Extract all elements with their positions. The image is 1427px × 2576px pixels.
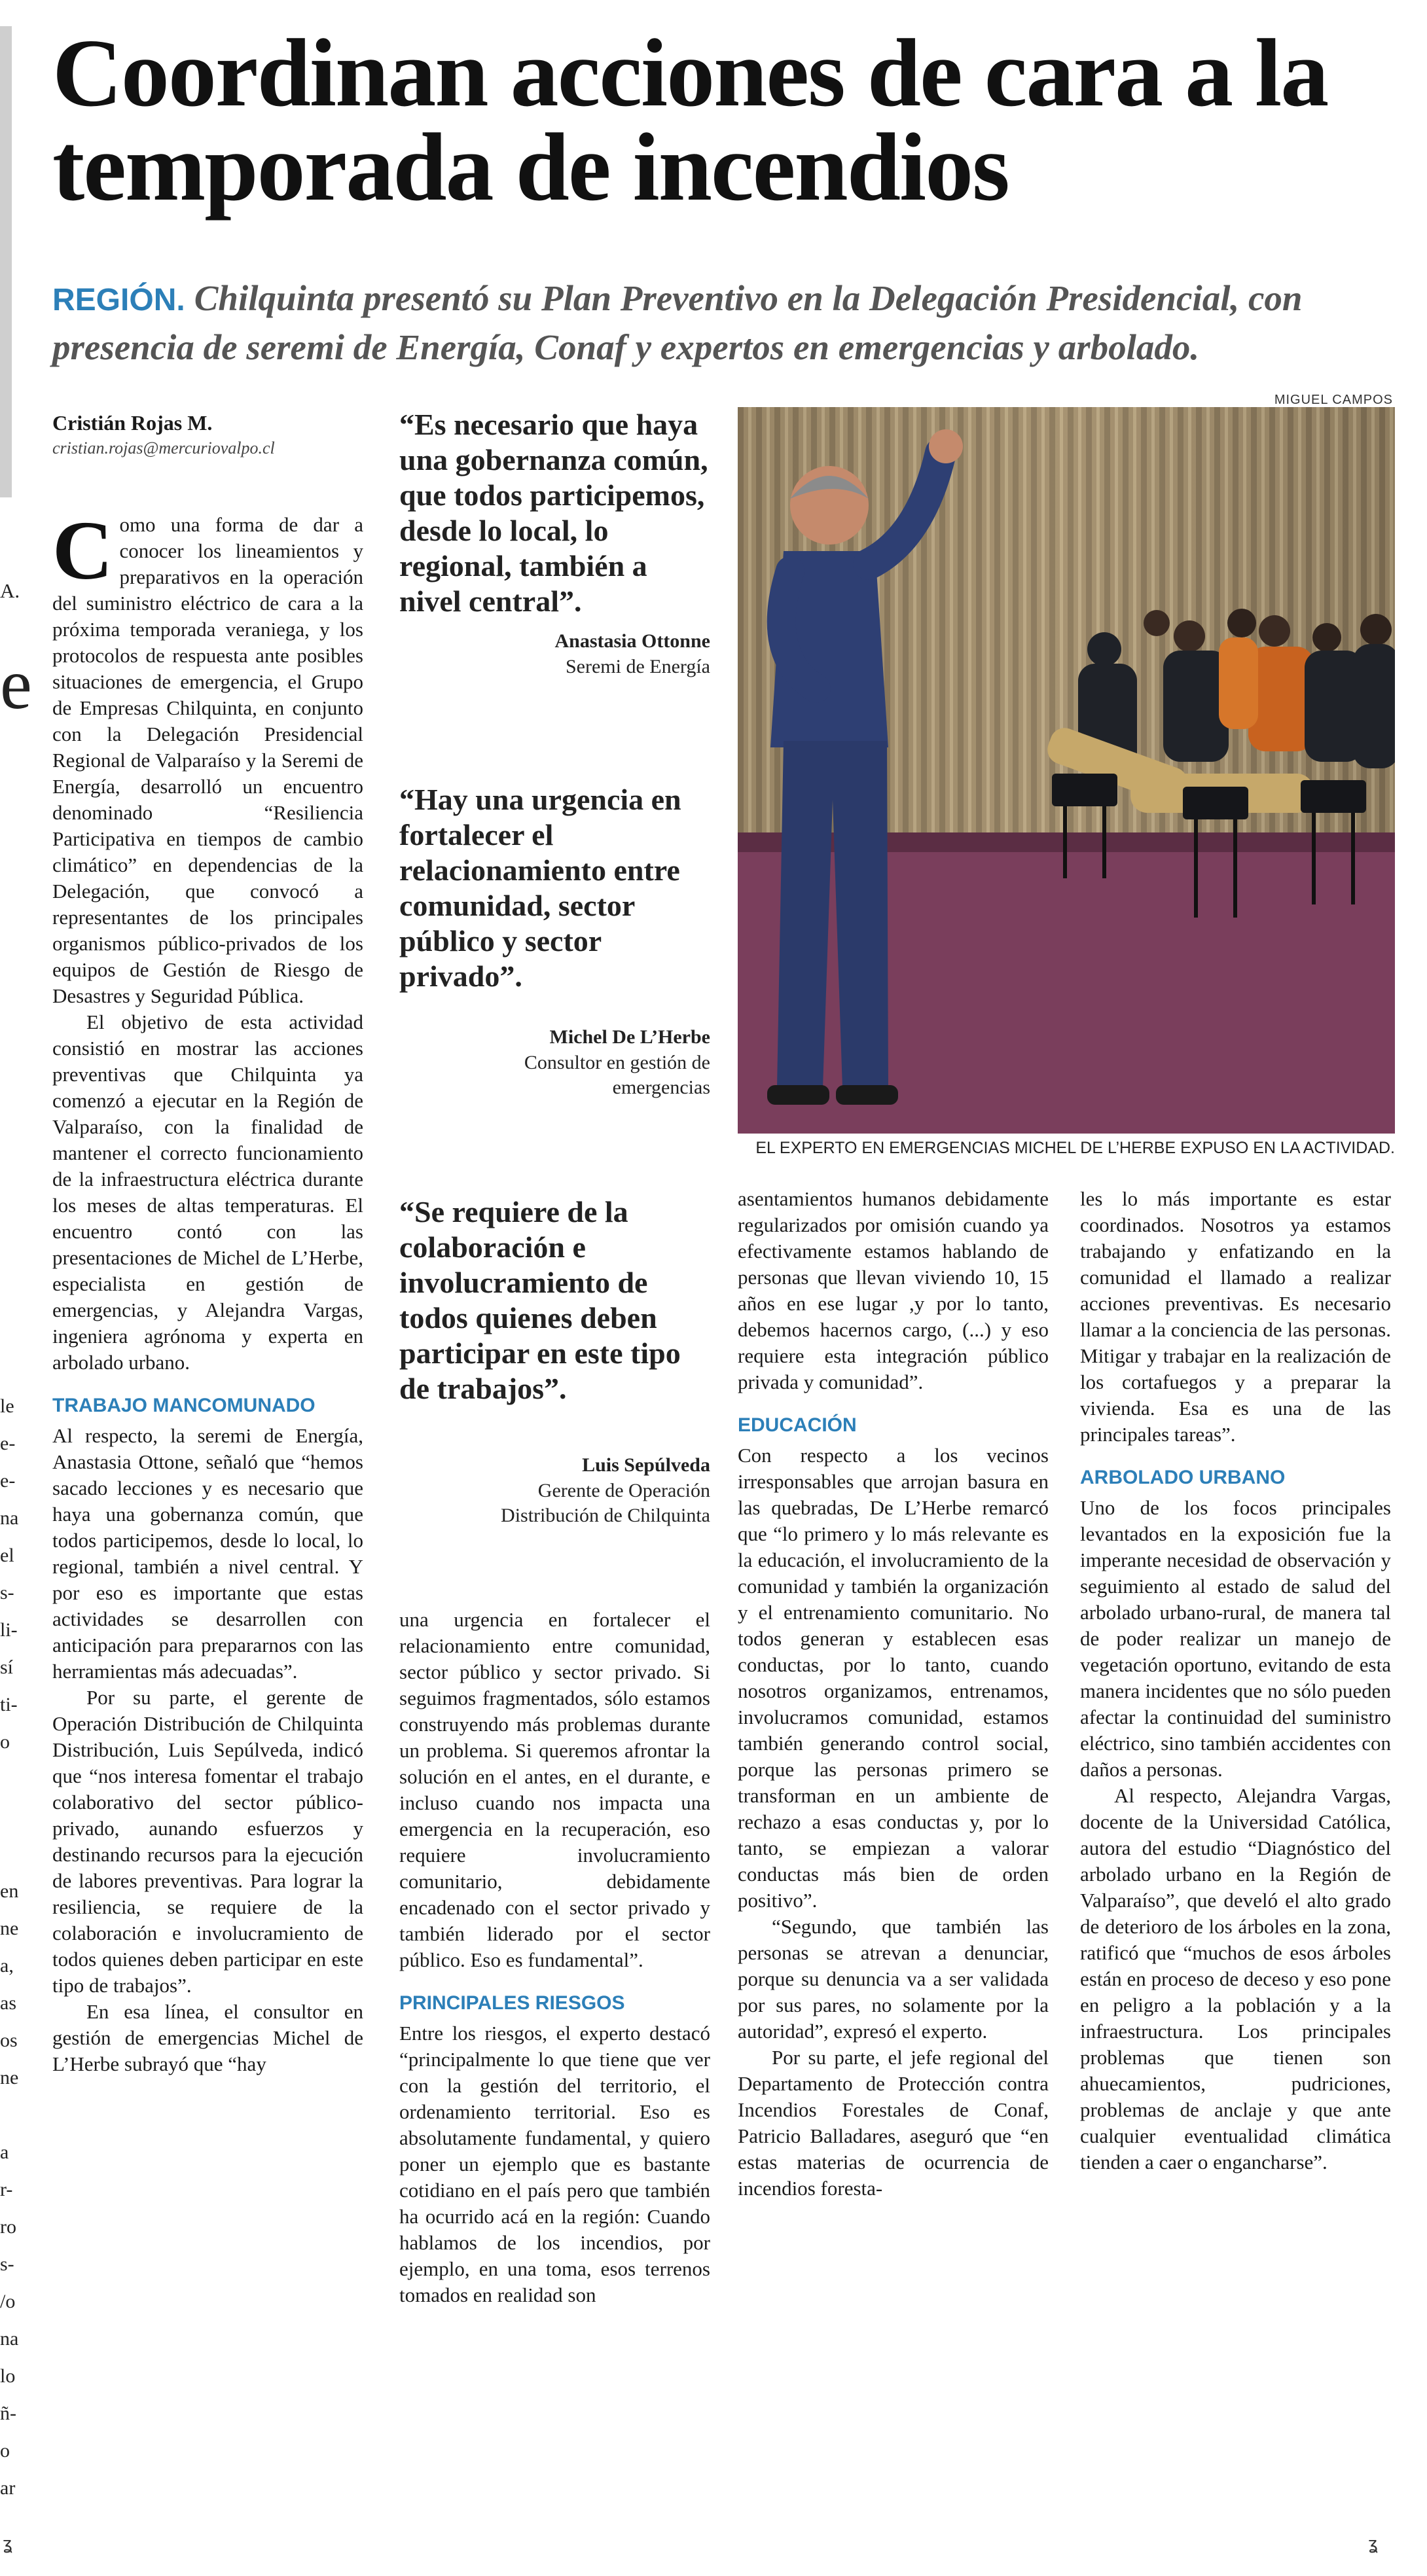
adjacent-fragment-line: ne xyxy=(0,1918,19,1939)
adjacent-fragment-line: s- xyxy=(0,2253,14,2275)
pull-quote-name: Michel De L’Herbe xyxy=(549,1026,710,1048)
paragraph: omo una forma de dar a conocer los lineamientos y preparativos en la operación del suministro eléctrico de cara a la próxima temporada veraniega, y los protocolos de respuesta ante posibles situaciones de emergencia, el Grupo de Empresas Chilquinta, en conjunto con la Delegación Presidencial Regional de Valparaíso y la Seremi de Energía, desarrolló un encuentro denominado “Resiliencia Participativa en tiempos de cambio climático” en dependencias de la Delegación, que convocó a representantes de los principales organismos público-privados de los equipos de Gestión de Riesgo de Desastres y Seguridad Pública. xyxy=(52,513,363,1007)
paragraph: Con respecto a los vecinos irresponsables que arrojan basura en las quebradas, De L’Herbe remarcó que “lo primero y lo más relevante es la educación, el involucramiento de la comunidad y también la organización y el entrenamiento comunitario. No todos generan y establecen esas conductas, por lo tanto, cuando nosotros organizamos, entrenamos, involucramos comunidad, estamos también generando control social, porque las personas primero se transforman en un ambiente de rechazo a esas conductas y, por lo tanto, se empiezan a valorar conductas más bien de orden positivo”. xyxy=(738,1444,1049,1912)
photo-credit: MIGUEL CAMPOS xyxy=(1274,393,1393,407)
adjacent-fragment-line: li- xyxy=(0,1619,18,1641)
adjacent-fragment-line: ñ- xyxy=(0,2403,16,2424)
pull-quote-role: Gerente de Operación Distribución de Chilquinta xyxy=(501,1480,710,1526)
pull-quote-1 xyxy=(399,407,710,679)
subheading-trabajo-mancomunado: TRABAJO MANCOMUNADO xyxy=(52,1395,316,1416)
paragraph: Uno de los focos principales levantados en la exposición fue la imperante necesidad de observación y seguimiento al estado de salud del arbolado urbano-rural, de manera tal de poder realizar un manejo de vegetación oportuno, evitando de esta manera incidentes que no sólo pueden afectar la continuidad del suministro eléctrico, sino también accidentes con daños a personas. xyxy=(1080,1496,1391,1781)
adjacent-fragment-line: ti- xyxy=(0,1694,18,1715)
adjacent-fragment-line: sí xyxy=(0,1656,14,1678)
article-column-2 xyxy=(399,1607,710,2308)
subheading-principales-riesgos: PRINCIPALES RIESGOS xyxy=(399,1992,625,2014)
pull-quote-text: “Se requiere de la colaboración e involucramiento de todos quienes deben participar en este tipo de trabajos”. xyxy=(399,1195,681,1405)
byline-email: cristian.rojas@mercuriovalpo.cl xyxy=(52,438,275,457)
photo-illustration xyxy=(738,407,1395,1134)
headline: Coordinan acciones de cara a la temporada de incendios xyxy=(52,20,1328,221)
adjacent-fragment-line: ar xyxy=(0,2477,16,2499)
adjacent-fragment-line: na xyxy=(0,2328,19,2350)
paragraph: El objetivo de esta actividad consistió en mostrar las acciones preventivas que Chilquinta ya comenzó a ejecutar en la Región de Valparaíso, con la finalidad de mantener el correcto funcionamiento de la infraestructura eléctrica durante los meses de altas temperaturas. El encuentro contó con las presentaciones de Michel de L’Herbe, especialista en gestión de emergencias, y Alejandra Vargas, ingeniera agrónoma y experta en arbolado urbano. xyxy=(52,1011,363,1374)
photo-caption: EL EXPERTO EN EMERGENCIAS MICHEL DE L’HERBE EXPUSO EN LA ACTIVIDAD. xyxy=(755,1139,1395,1157)
adjacent-fragment-line xyxy=(0,2096,20,2134)
paragraph: Por su parte, el jefe regional del Departamento de Protección contra Incendios Forestales de Conaf, Patricio Balladares, aseguró que “en estas materias de ocurrencia de incendios foresta- xyxy=(738,2046,1049,2200)
pull-quote-role: Seremi de Energía xyxy=(565,656,710,677)
adjacent-fragment-line: ne xyxy=(0,2067,19,2088)
adjacent-fragment-line: e- xyxy=(0,1470,16,1492)
byline-author: Cristián Rojas M. xyxy=(52,411,213,435)
adjacent-fragment-line: /o xyxy=(0,2291,16,2312)
adjacent-fragment-line: a xyxy=(0,2141,9,2163)
adjacent-fragment-line: en xyxy=(0,1880,19,1902)
adjacent-article-fragments xyxy=(0,1387,20,2507)
adjacent-fragment-line: el xyxy=(0,1545,14,1566)
adjacent-fragment-line: r- xyxy=(0,2179,13,2200)
paragraph: asentamientos humanos debidamente regularizados por omisión cuando ya efectivamente estamos hablando de personas que llevan viviendo 10, 15 años en ese lugar ,y por lo tanto, debemos hacernos cargo, (...) y eso requiere esta integración público privada y comunidad”. xyxy=(738,1187,1049,1393)
adjacent-fragment-line: na xyxy=(0,1507,19,1529)
adjacent-photo-edge xyxy=(0,26,12,497)
pull-quote-name: Luis Sepúlveda xyxy=(582,1454,710,1476)
paragraph: Al respecto, Alejandra Vargas, docente de la Universidad Católica, autora del estudio “Diagnóstico del arbolado urbano en la Región de Valparaíso”, que develó el alto grado de deterioro de los árboles en la zona, ratificó que “muchos de esos árboles están en proceso de deceso y eso pone en peligro a la población y a la infraestructura. Los principales problemas que tienen son ahuecamientos, pudriciones, problemas de anclaje y que ante cualquier eventualidad climática tienden a caer o engancharse”. xyxy=(1080,1784,1391,2174)
article-column-3 xyxy=(738,1186,1049,2202)
adjacent-fragment-line: ro xyxy=(0,2216,16,2238)
paragraph: les lo más importante es estar coordinados. Nosotros ya estamos trabajando y enfatizando en la comunidad el llamado a realizar acciones preventivas. Es necesario llamar a la conciencia de las personas. Mitigar y trabajar en la realización de los cortafuegos y a preparar la vivienda. Esa es una de las principales tareas”. xyxy=(1080,1187,1391,1446)
adjacent-fragment-line: e- xyxy=(0,1433,16,1454)
pull-quote-2 xyxy=(399,782,710,1100)
paragraph: Al respecto, la seremi de Energía, Anastasia Ottone, señaló que “hemos sacado lecciones y es necesario que haya una gobernanza común, que todos participemos, desde lo local, lo regional, también a nivel central. Y por eso es importante que estas actividades se desarrollen con anticipación para prepararnos con las herramientas más adecuadas”. xyxy=(52,1424,363,1683)
deck xyxy=(52,275,1394,371)
pull-quote-name: Anastasia Ottonne xyxy=(554,630,710,652)
adjacent-fragment-line: o xyxy=(0,1731,10,1753)
paragraph: En esa línea, el consultor en gestión de emergencias Michel de L’Herbe subrayó que “hay xyxy=(52,2000,363,2075)
byline xyxy=(52,409,393,460)
paragraph: Entre los riesgos, el experto destacó “principalmente lo que tiene que ver con la gestión del territorio, el ordenamiento territorial. Eso es absolutamente fundamental, y quiero poner un ejemplo que es bastante cotidiano en el país pero que también ha ocurrido acá en la región: Cuando hablamos de los incendios, por ejemplo, en una toma, esos terrenos tomados en realidad son xyxy=(399,2022,710,2306)
adjacent-fragment-top: A. xyxy=(0,579,20,602)
pull-quote-text: “Hay una urgencia en fortalecer el relacionamiento entre comunidad, sector público y sector privado”. xyxy=(399,783,681,993)
article-photo xyxy=(738,407,1395,1134)
paragraph: “Segundo, que también las personas se atrevan a denunciar, porque su denuncia va a ser validada por sus pares, no solamente por la autoridad”, expresó el experto. xyxy=(738,1915,1049,2043)
adjacent-fragment-line xyxy=(0,1798,20,1835)
article-end-mark: ʓ xyxy=(1368,2534,1379,2554)
article-column-4 xyxy=(1080,1186,1391,2175)
adjacent-fragment-line: o xyxy=(0,2440,10,2461)
adjacent-fragment-line xyxy=(0,1761,20,1798)
subheading-arbolado-urbano: ARBOLADO URBANO xyxy=(1080,1467,1286,1488)
paragraph: Por su parte, el gerente de Operación Distribución de Chilquinta Distribución, Luis Sepúlveda, indicó que “nos interesa fomentar el trabajo colaborativo del sector público-privado, aunando esfuerzos y destinando recursos para la ejecución de labores preventivas. Para lograr la resiliencia, se requiere de la colaboración e involucramiento de todos quienes deben participar en este tipo de trabajos”. xyxy=(52,1686,363,1997)
adjacent-fragment-line: lo xyxy=(0,2365,16,2387)
subheading-educacion: EDUCACIÓN xyxy=(738,1414,857,1436)
pull-quote-role: Consultor en gestión de emergencias xyxy=(524,1052,710,1098)
adjacent-fragment-line: os xyxy=(0,2030,18,2051)
adjacent-fragment-line: s- xyxy=(0,1582,14,1603)
pull-quote-text: “Es necesario que haya una gobernanza común, que todos participemos, desde lo local, lo regional, también a nivel central”. xyxy=(399,408,708,618)
adjacent-end-mark: ʓ xyxy=(3,2534,13,2554)
adjacent-fragment-line: a, xyxy=(0,1955,14,1977)
adjacent-fragment-line: le xyxy=(0,1395,14,1417)
adjacent-fragment-big-letter: e xyxy=(0,644,32,724)
adjacent-fragment-line: as xyxy=(0,1992,16,2014)
pull-quote-3 xyxy=(399,1194,710,1528)
deck-kicker: REGIÓN. xyxy=(52,283,185,317)
deck-text: Chilquinta presentó su Plan Preventivo en la Delegación Presidencial, con presencia de seremi de Energía, Conaf y expertos en emergencias y arbolado. xyxy=(52,278,1303,367)
drop-cap: C xyxy=(52,504,113,597)
paragraph: una urgencia en fortalecer el relacionamiento entre comunidad, sector público y sector privado. Si seguimos fragmentados, sólo estamos construyendo más problemas durante un problema. Si queremos afrontar la solución en el antes, en el durante, e incluso cuando nos impacta una emergencia en la recuperación, eso requiere involucramiento comunitario, debidamente encadenado con el sector privado y también liderado por el sector público. Eso es fundamental”. xyxy=(399,1608,710,1971)
adjacent-fragment-line xyxy=(0,1835,20,1872)
article-column-1 xyxy=(52,504,363,2077)
